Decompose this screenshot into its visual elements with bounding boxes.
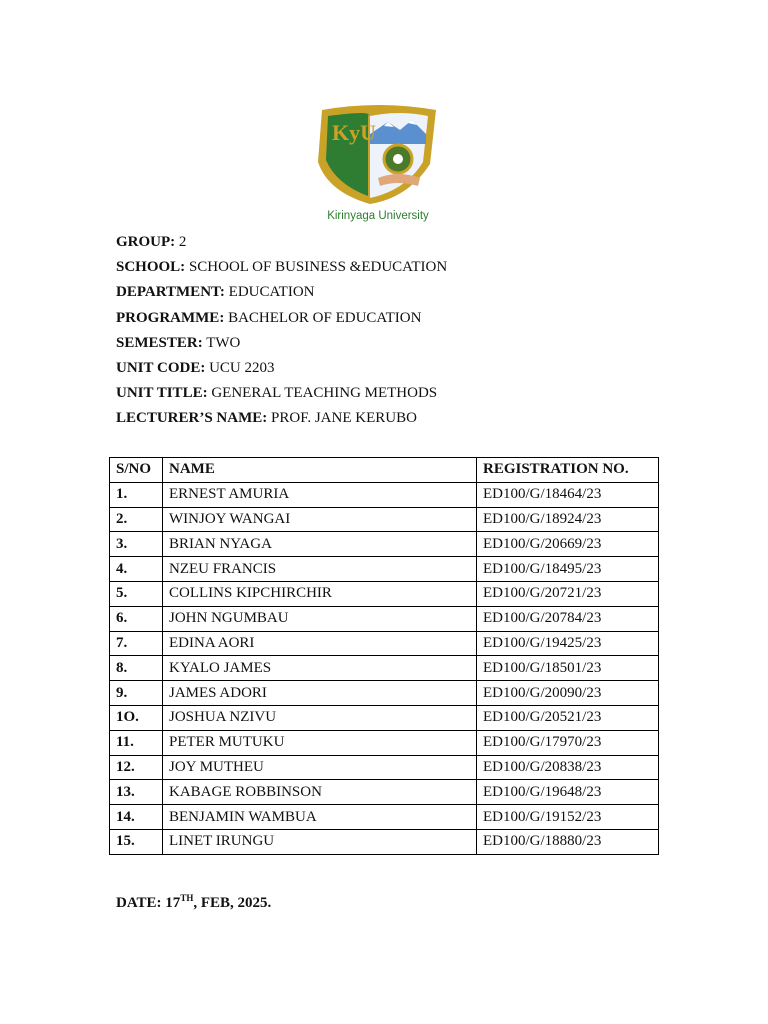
semester-line: SEMESTER: TWO (116, 334, 241, 351)
table-row (110, 631, 659, 656)
table-row (110, 780, 659, 805)
table-row (110, 681, 659, 706)
row-reg: ED100/G/20721/23 (477, 581, 659, 606)
table-row (110, 482, 659, 507)
table-row (110, 829, 659, 854)
table-row (110, 606, 659, 631)
table-header-row (110, 458, 659, 483)
row-name: JOY MUTHEU (163, 755, 477, 780)
row-sno: 4. (110, 557, 163, 582)
table-row (110, 730, 659, 755)
row-sno: 8. (110, 656, 163, 681)
row-name: PETER MUTUKU (163, 730, 477, 755)
lecturer-line: LECTURER’S NAME: PROF. JANE KERUBO (116, 410, 417, 427)
row-name: JAMES ADORI (163, 681, 477, 706)
row-sno: 6. (110, 606, 163, 631)
row-reg: ED100/G/19152/23 (477, 805, 659, 830)
logo-letters: KyU (332, 120, 376, 145)
row-reg: ED100/G/20784/23 (477, 606, 659, 631)
table-row (110, 805, 659, 830)
row-sno: 3. (110, 532, 163, 557)
row-sno: 15. (110, 829, 163, 854)
row-reg: ED100/G/19648/23 (477, 780, 659, 805)
unit-code-line: UNIT CODE: UCU 2203 (116, 359, 275, 376)
row-name: KABAGE ROBBINSON (163, 780, 477, 805)
group-line: GROUP: 2 (116, 234, 187, 250)
row-name: WINJOY WANGAI (163, 507, 477, 532)
row-reg: ED100/G/20090/23 (477, 681, 659, 706)
row-name: BENJAMIN WAMBUA (163, 805, 477, 830)
school-line: SCHOOL: SCHOOL OF BUSINESS &EDUCATION (116, 259, 448, 276)
date-line: DATE: 17TH, FEB, 2025. (116, 893, 272, 911)
document-header (116, 232, 447, 434)
row-sno: 1. (110, 482, 163, 507)
row-reg: ED100/G/18464/23 (477, 482, 659, 507)
table-row (110, 557, 659, 582)
header-sno: S/NO (110, 458, 163, 483)
logo-caption: Kirinyaga University (327, 210, 429, 222)
row-name: JOSHUA NZIVU (163, 705, 477, 730)
row-sno: 12. (110, 755, 163, 780)
row-reg: ED100/G/18495/23 (477, 557, 659, 582)
unit-title-line: UNIT TITLE: GENERAL TEACHING METHODS (116, 385, 438, 402)
row-name: ERNEST AMURIA (163, 482, 477, 507)
row-sno: 1O. (110, 705, 163, 730)
row-name: BRIAN NYAGA (163, 532, 477, 557)
row-reg: ED100/G/18880/23 (477, 829, 659, 854)
row-reg: ED100/G/20669/23 (477, 532, 659, 557)
row-name: LINET IRUNGU (163, 829, 477, 854)
row-sno: 14. (110, 805, 163, 830)
header-name: NAME (163, 458, 477, 483)
row-reg: ED100/G/18501/23 (477, 656, 659, 681)
table-row (110, 755, 659, 780)
row-name: KYALO JAMES (163, 656, 477, 681)
table-row (110, 507, 659, 532)
row-name: EDINA AORI (163, 631, 477, 656)
row-sno: 13. (110, 780, 163, 805)
table-row (110, 705, 659, 730)
row-reg: ED100/G/18924/23 (477, 507, 659, 532)
programme-line: PROGRAMME: BACHELOR OF EDUCATION (116, 309, 422, 326)
row-name: COLLINS KIPCHIRCHIR (163, 581, 477, 606)
row-reg: ED100/G/19425/23 (477, 631, 659, 656)
row-reg: ED100/G/20838/23 (477, 755, 659, 780)
table-row (110, 532, 659, 557)
table-row (110, 581, 659, 606)
row-sno: 9. (110, 681, 163, 706)
row-reg: ED100/G/20521/23 (477, 705, 659, 730)
header-registration: REGISTRATION NO. (477, 458, 659, 483)
row-name: JOHN NGUMBAU (163, 606, 477, 631)
row-name: NZEU FRANCIS (163, 557, 477, 582)
row-reg: ED100/G/17970/23 (477, 730, 659, 755)
row-sno: 2. (110, 507, 163, 532)
row-sno: 5. (110, 581, 163, 606)
table-row (110, 656, 659, 681)
row-sno: 11. (110, 730, 163, 755)
logo-crest (308, 104, 448, 208)
university-logo (308, 104, 448, 228)
row-sno: 7. (110, 631, 163, 656)
student-table (109, 457, 659, 855)
department-line: DEPARTMENT: EDUCATION (116, 284, 315, 301)
